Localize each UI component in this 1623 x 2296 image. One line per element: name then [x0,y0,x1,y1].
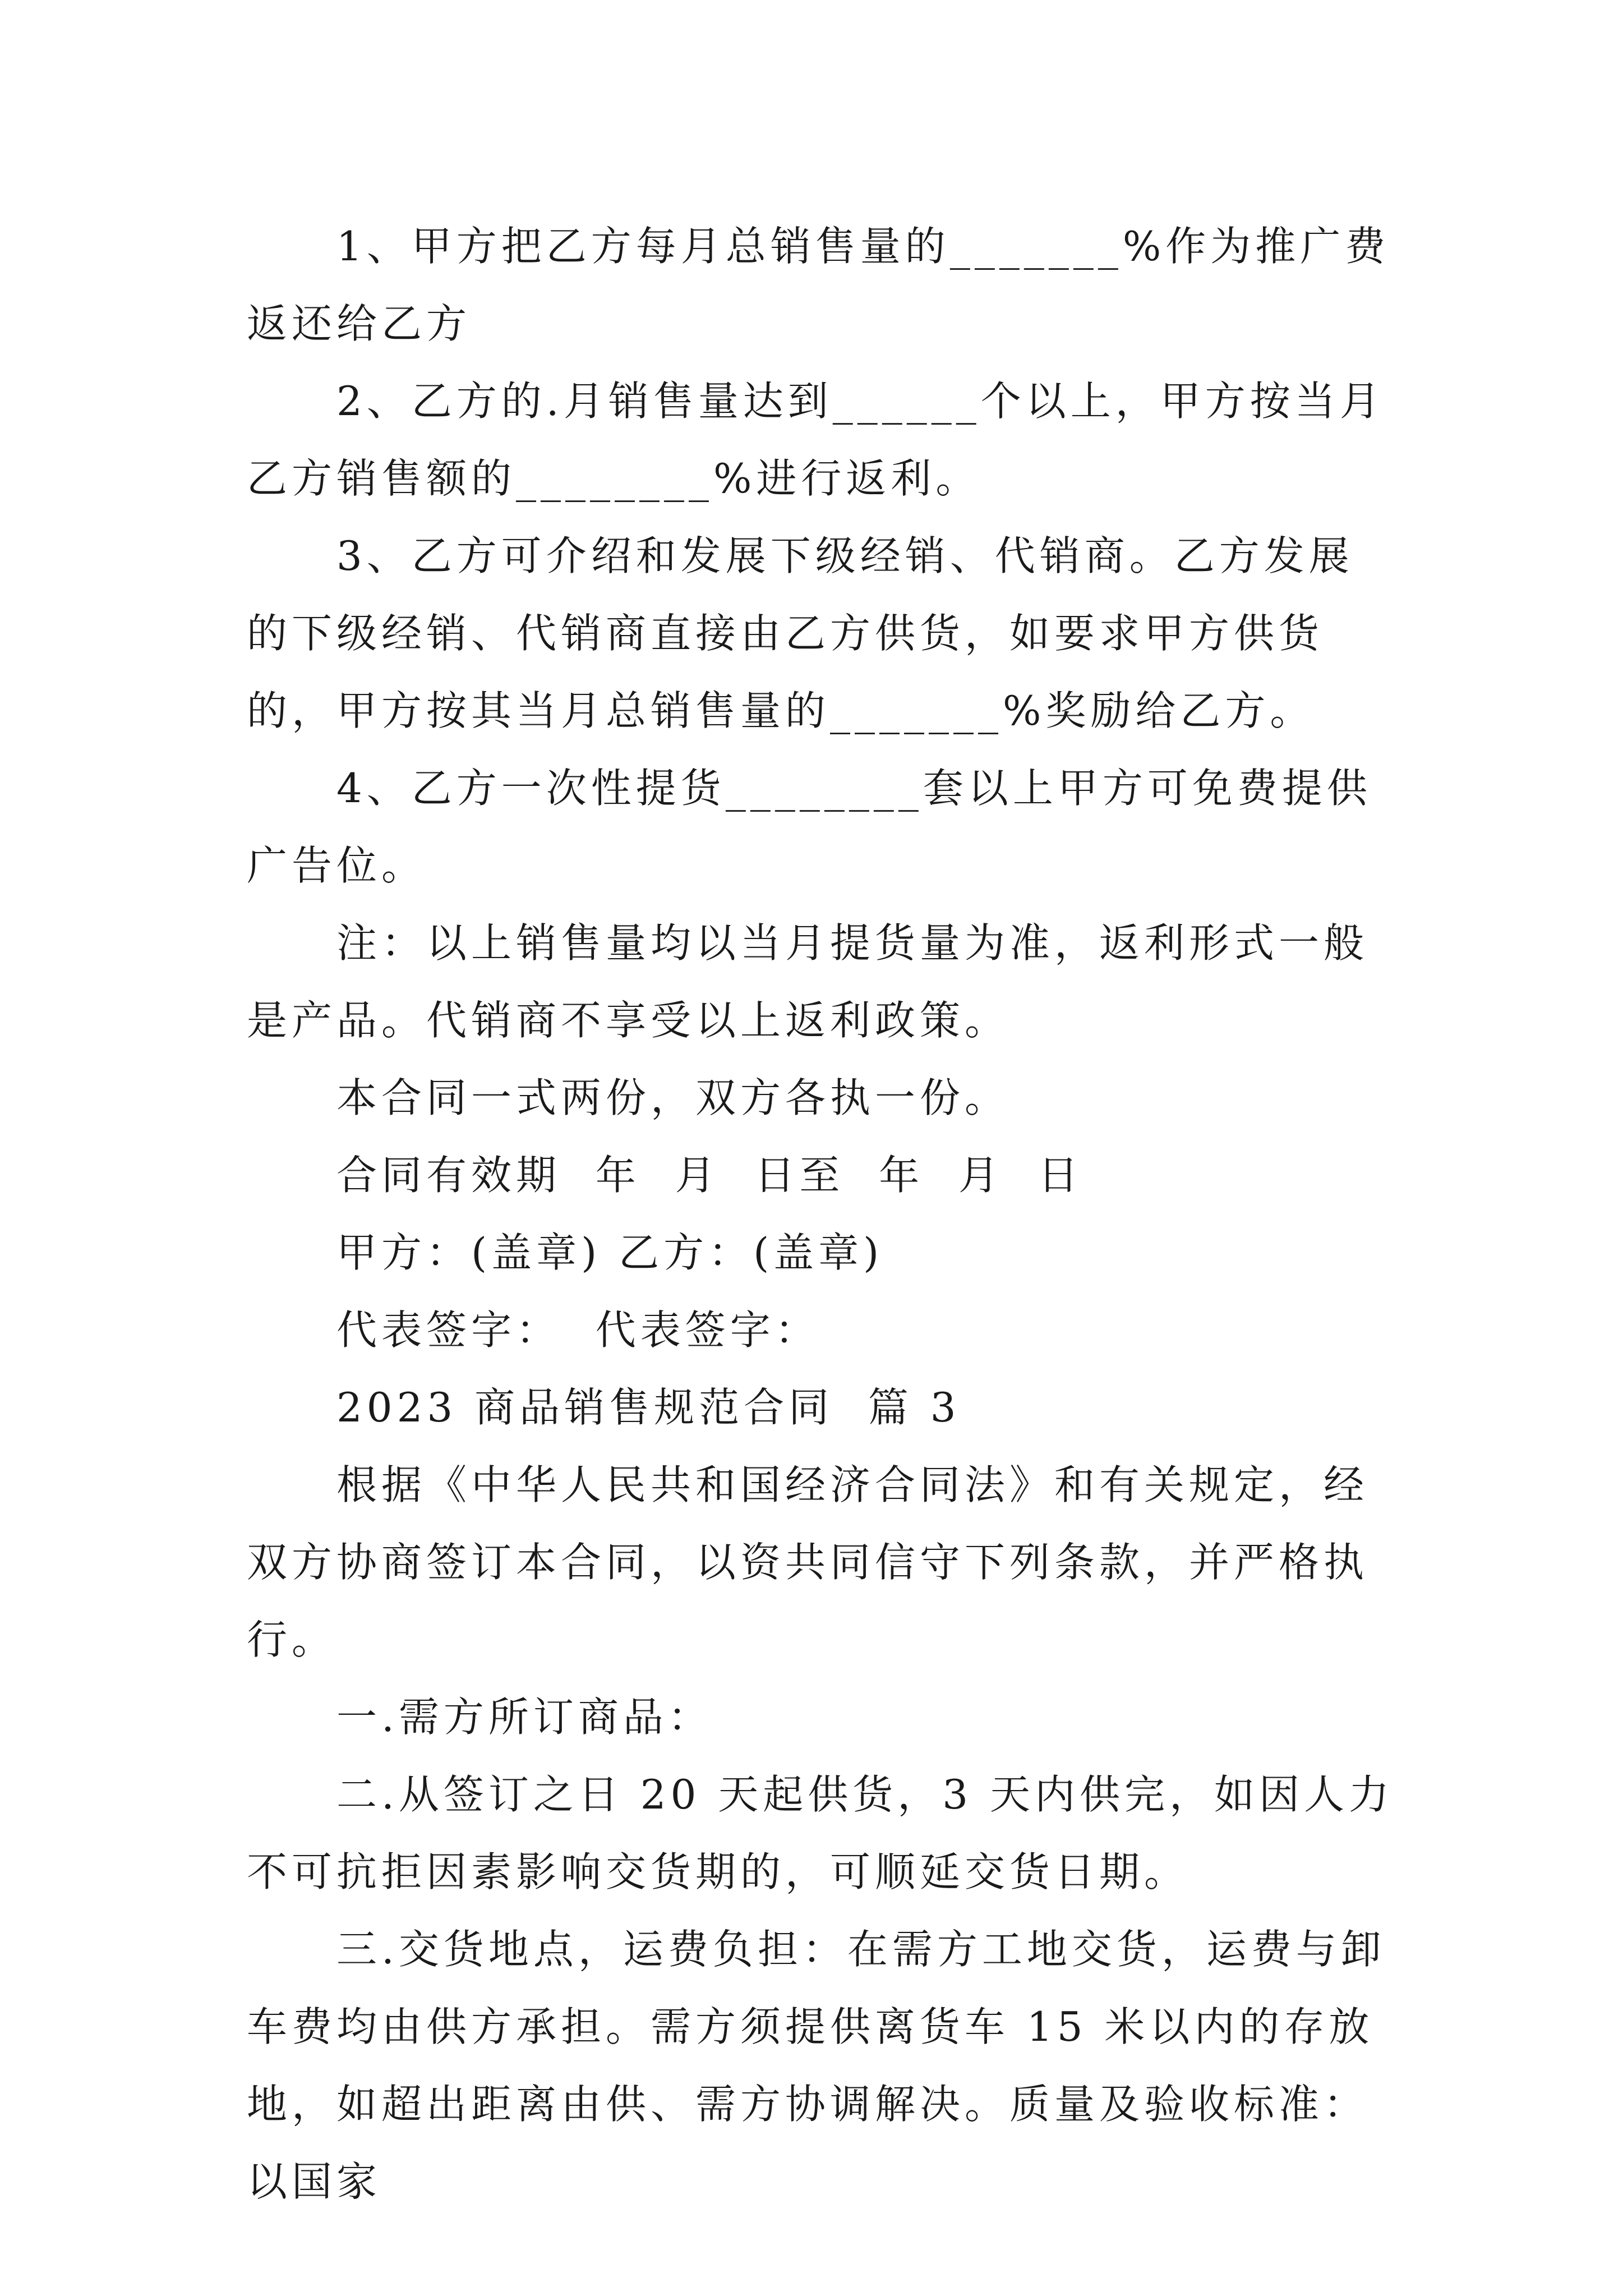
item-2: 二.从签订之日 20 天起供货，3 天内供完，如因人力不可抗拒因素影响交货期的，可顺延交货日期。 [247,1771,1394,1895]
clause-4-text-before: 4、乙方一次性提货 [336,765,726,812]
clause-3-blank: _______ [830,687,1003,734]
item-3: 三.交货地点，运费负担：在需方工地交货，运费与卸车费均由供方承担。需方须提供离货车 15 米以内的存放地，如超出距离由供、需方协调解决。质量及验收标准：以国家 [247,1926,1386,2205]
clause-2-blank: ______ [832,378,981,425]
clause-2-blank-2: ________ [516,455,714,502]
clause-2-text-after: 个以上，甲方按当月乙方销售额的 [247,378,1385,502]
clause-4-text-after: 套以上甲方可免费提供广告位。 [247,765,1372,889]
parties-line: 甲方：(盖章) 乙方：(盖章) [336,1229,884,1276]
clause-1 [247,208,1396,362]
validity-line: 合同有效期 年 月 日至 年 月 日 [336,1152,1083,1199]
clause-4-blank: ________ [725,765,923,812]
clause-3 [247,517,1396,749]
item-1: 一.需方所订商品： [336,1694,713,1741]
clause-2-text-end: %进行返利。 [713,455,981,502]
copies-line: 本合同一式两份，双方各执一份。 [336,1074,1010,1121]
document-body [247,208,1396,2220]
clause-3-text-before: 3、乙方可介绍和发展下级经销、代销商。乙方发展的下级经销、代销商直接由乙方供货，如要求甲方供货的，甲方按其当月总销售量的 [247,532,1354,734]
intro-paragraph: 根据《中华人民共和国经济合同法》和有关规定，经双方协商签订本合同，以资共同信守下列条款，并严格执行。 [247,1461,1369,1663]
clause-3-text-after: %奖励给乙方。 [1003,687,1315,734]
clause-2-text-before: 2、乙方的.月销售量达到 [336,378,833,425]
signatures-line: 代表签字： 代表签字： [336,1306,820,1354]
clause-2 [247,362,1396,517]
clause-1-blank: _______ [949,223,1123,270]
clause-4 [247,749,1396,904]
clause-1-text-before: 1、甲方把乙方每月总销售量的 [336,223,950,270]
clause-1-text-after: %作为推广费返还给乙方 [247,223,1390,347]
section-heading: 2023 商品销售规范合同 篇 3 [336,1384,961,1431]
note-paragraph: 注：以上销售量均以当月提货量为准，返利形式一般是产品。代销商不享受以上返利政策。 [247,919,1369,1044]
